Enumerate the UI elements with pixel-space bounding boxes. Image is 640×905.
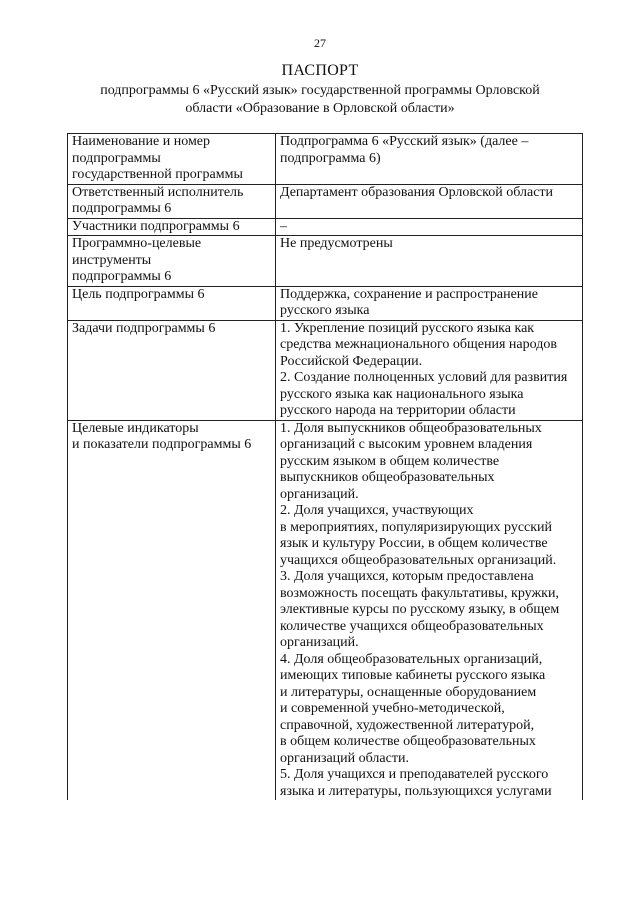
row-value-line: справочной, художественной литературой, — [280, 717, 535, 733]
passport-table — [67, 133, 583, 800]
row-label-line: Участники подпрограммы 6 — [72, 218, 240, 234]
row-value-line: организаций области. — [280, 750, 409, 766]
row-value-line: подпрограмма 6) — [280, 150, 381, 166]
document-heading — [0, 61, 640, 118]
passport-subtitle — [0, 82, 640, 118]
table-row — [68, 218, 583, 236]
row-label-cell — [68, 218, 276, 236]
row-label-cell — [68, 236, 276, 287]
row-value-line: количестве учащихся общеобразовательных — [280, 618, 544, 634]
row-label-cell — [68, 320, 276, 420]
row-label-line: и показатели подпрограммы 6 — [72, 437, 252, 452]
row-value-line: языка и литературы, пользующихся услугами — [280, 783, 552, 799]
table-row — [68, 184, 583, 218]
row-value-line: Поддержка, сохранение и распространение — [280, 286, 539, 302]
row-value-line: русского языка — [280, 303, 370, 318]
row-value-line: Подпрограмма 6 «Русский язык» (далее – — [280, 134, 529, 149]
page-number: 27 — [314, 36, 326, 50]
row-value-cell — [276, 420, 583, 800]
row-label-cell — [68, 184, 276, 218]
row-value-line: в мероприятиях, популяризирующих русский — [280, 519, 553, 535]
table-row — [68, 134, 583, 185]
row-value-line: и литературы, оснащенные оборудованием — [280, 684, 537, 700]
row-value-line: 1. Доля выпускников общеобразовательных — [280, 420, 542, 436]
row-value-line: 2. Создание полноценных условий для развития — [280, 370, 568, 385]
row-value-line: 2. Доля учащихся, участвующих — [280, 503, 474, 518]
table-row — [68, 236, 583, 287]
row-value-line: – — [280, 218, 287, 234]
row-value-line: организаций. — [280, 486, 359, 502]
row-label-line: государственной программы — [72, 167, 243, 182]
row-label-line: подпрограммы — [72, 150, 161, 166]
row-value-line: русским языком в общем количестве — [280, 453, 500, 469]
table-row — [68, 286, 583, 320]
row-label-line: Цель подпрограммы 6 — [72, 286, 205, 302]
row-value-line: элективные курсы по русскому языку, в общем — [280, 602, 560, 617]
row-value-line: Не предусмотрены — [280, 236, 393, 251]
row-value-line: учащихся общеобразовательных организаций. — [280, 552, 557, 568]
row-label-line: Задачи подпрограммы 6 — [72, 320, 216, 336]
row-label-cell — [68, 286, 276, 320]
row-label-line: Ответственный исполнитель — [72, 184, 244, 200]
table-row — [68, 420, 583, 800]
row-value-line: Департамент образования Орловской области — [280, 184, 554, 200]
row-value-line: имеющих типовые кабинеты русского языка — [280, 668, 546, 683]
row-value-line: средства межнационального общения народов — [280, 337, 557, 352]
row-label-line: Целевые индикаторы — [72, 420, 199, 436]
row-label-line: Наименование и номер — [72, 134, 211, 149]
row-label-cell — [68, 134, 276, 185]
row-value-line: организаций. — [280, 635, 359, 650]
row-value-line: Российской Федерации. — [280, 353, 423, 369]
row-label-line: Программно-целевые — [72, 236, 202, 251]
row-value-line: 1. Укрепление позиций русского языка как — [280, 320, 535, 336]
row-value-cell — [276, 236, 583, 287]
row-value-cell — [276, 184, 583, 218]
table-row — [68, 320, 583, 420]
row-value-cell — [276, 134, 583, 185]
row-value-cell — [276, 286, 583, 320]
row-label-line: инструменты — [72, 252, 152, 268]
row-value-line: возможность посещать факультативы, кружки, — [280, 585, 559, 601]
row-value-line: в общем количестве общеобразовательных — [280, 734, 536, 749]
row-value-line: русского народа на территории области — [280, 403, 516, 418]
row-label-cell — [68, 420, 276, 800]
row-value-line: 4. Доля общеобразовательных организаций, — [280, 651, 543, 667]
passport-table-body — [68, 134, 583, 801]
row-value-line: 5. Доля учащихся и преподавателей русского — [280, 767, 549, 782]
subtitle-line: области «Образование в Орловской области» — [185, 101, 455, 116]
row-label-line: подпрограммы 6 — [72, 269, 172, 284]
row-value-line: 3. Доля учащихся, которым предоставлена — [280, 569, 534, 584]
row-label-line: подпрограммы 6 — [72, 201, 172, 216]
row-value-cell — [276, 218, 583, 236]
row-value-line: выпускников общеобразовательных — [280, 470, 495, 485]
row-value-line: русского языка как национального языка — [280, 386, 524, 402]
subtitle-line: подпрограммы 6 «Русский язык» государственной программы Орловской — [100, 83, 540, 98]
row-value-line: и современной учебно-методической, — [280, 701, 505, 716]
passport-title: ПАСПОРТ — [281, 62, 359, 79]
row-value-line: язык и культуру России, в общем количестве — [280, 536, 548, 551]
row-value-line: организаций с высоким уровнем владения — [280, 437, 533, 452]
row-value-cell — [276, 320, 583, 420]
